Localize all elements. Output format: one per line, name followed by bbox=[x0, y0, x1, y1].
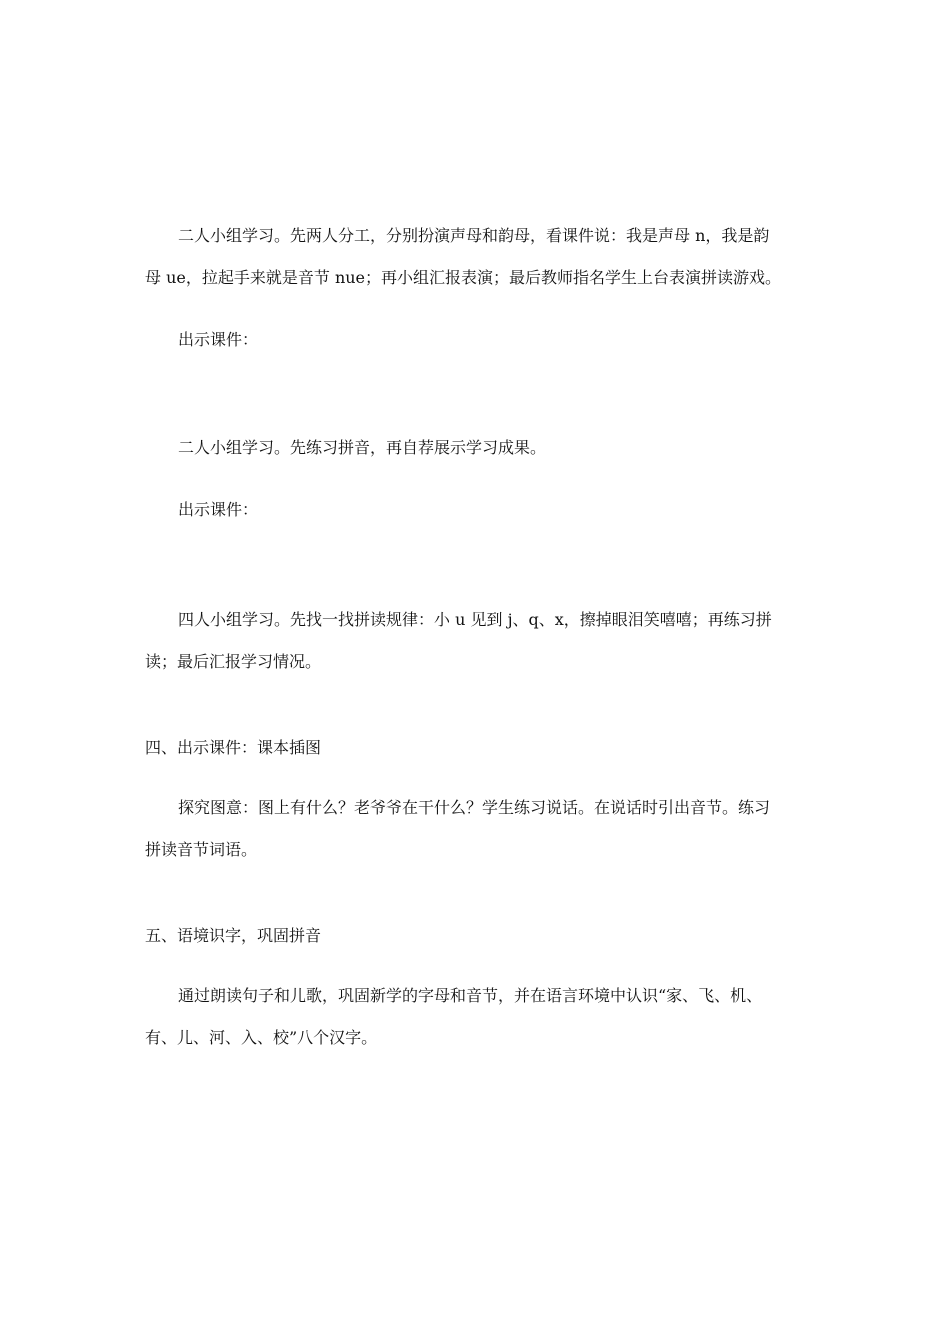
paragraph-explore-picture-line1: 探究图意：图上有什么？老爷爷在干什么？学生练习说话。在说话时引出音节。练习 bbox=[178, 798, 771, 817]
paragraph-group-study-line1: 二人小组学习。先两人分工，分别扮演声母和韵母，看课件说：我是声母 n，我是韵 bbox=[178, 226, 770, 245]
paragraph-explore-picture-line2: 拼读音节词语。 bbox=[145, 840, 258, 859]
section-heading-4: 四、出示课件：课本插图 bbox=[145, 738, 322, 757]
paragraph-four-group-line2: 读；最后汇报学习情况。 bbox=[145, 652, 322, 671]
paragraph-show-courseware-2: 出示课件： bbox=[178, 500, 259, 519]
section-heading-5: 五、语境识字，巩固拼音 bbox=[145, 926, 322, 945]
paragraph-reading-line2: 有、儿、河、入、校”八个汉字。 bbox=[145, 1028, 378, 1047]
paragraph-pinyin-practice: 二人小组学习。先练习拼音，再自荐展示学习成果。 bbox=[178, 438, 547, 457]
paragraph-four-group-line1: 四人小组学习。先找一找拼读规律：小 u 见到 j、q、x，擦掉眼泪笑嘻嘻；再练习拼 bbox=[178, 610, 772, 629]
paragraph-reading-line1: 通过朗读句子和儿歌，巩固新学的字母和音节，并在语言环境中认识“家、飞、机、 bbox=[178, 986, 763, 1005]
paragraph-group-study-line2: 母 ue，拉起手来就是音节 nue；再小组汇报表演；最后教师指名学生上台表演拼读游戏。 bbox=[145, 268, 782, 287]
paragraph-show-courseware-1: 出示课件： bbox=[178, 330, 259, 349]
